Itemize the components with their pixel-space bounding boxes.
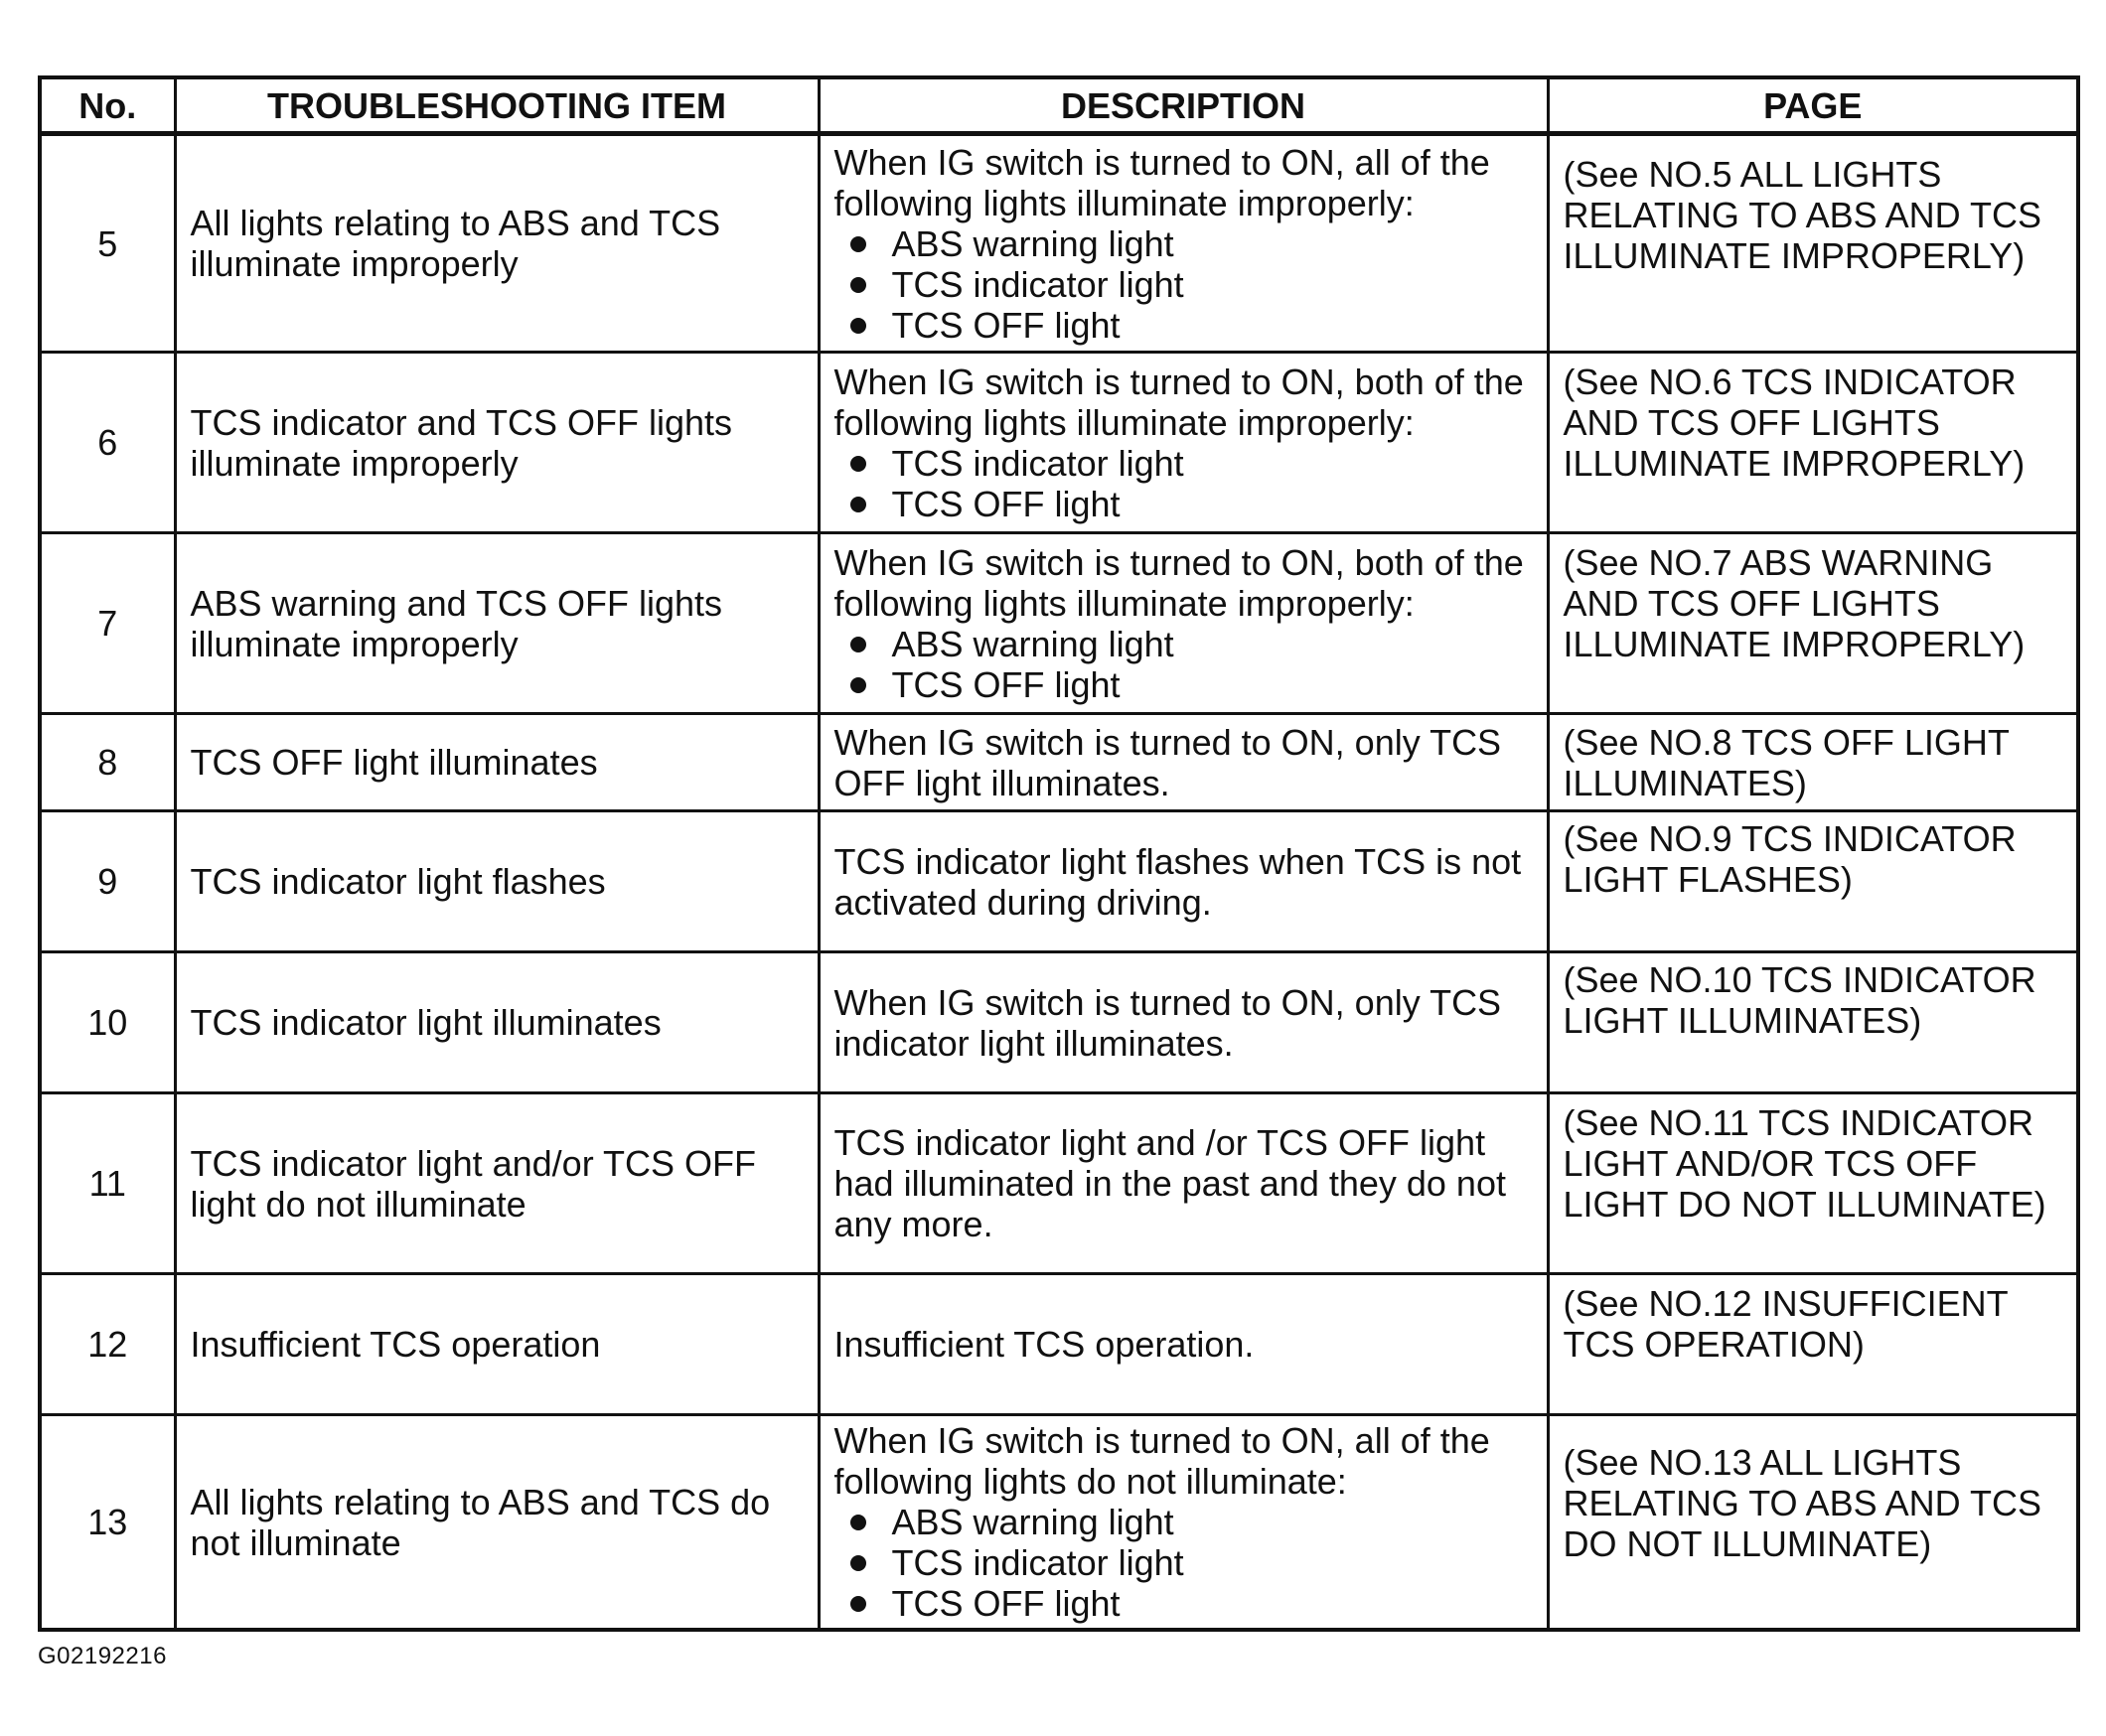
table-row: [40, 1093, 2078, 1274]
troubleshooting-item: ABS warning and TCS OFF lights illuminate improperly: [175, 533, 819, 714]
header-no: No.: [40, 77, 175, 134]
light-list: [834, 624, 1533, 705]
table-row: [40, 952, 2078, 1093]
row-number: 5: [40, 134, 175, 353]
list-item: TCS indicator light: [834, 1542, 1533, 1583]
row-number: 13: [40, 1415, 175, 1631]
table-row: [40, 1415, 2078, 1631]
page-reference: (See NO.6 TCS INDICATOR AND TCS OFF LIGHTS ILLUMINATE IMPROPERLY): [1548, 353, 2078, 533]
description-text: When IG switch is turned to ON, only TCS OFF light illuminates.: [819, 714, 1548, 811]
row-number: 9: [40, 811, 175, 952]
troubleshooting-item: TCS indicator and TCS OFF lights illuminate improperly: [175, 353, 819, 533]
description-text: When IG switch is turned to ON, only TCS indicator light illuminates.: [819, 952, 1548, 1093]
row-number: 11: [40, 1093, 175, 1274]
table-header-row: [40, 77, 2078, 134]
header-troubleshooting-item: TROUBLESHOOTING ITEM: [175, 77, 819, 134]
troubleshooting-item: Insufficient TCS operation: [175, 1274, 819, 1415]
troubleshooting-item: All lights relating to ABS and TCS illuminate improperly: [175, 134, 819, 353]
troubleshooting-item: TCS OFF light illuminates: [175, 714, 819, 811]
troubleshooting-item: TCS indicator light and/or TCS OFF light do not illuminate: [175, 1093, 819, 1274]
row-number: 7: [40, 533, 175, 714]
list-item: TCS OFF light: [834, 664, 1533, 705]
row-number: 10: [40, 952, 175, 1093]
figure-code: G02192216: [38, 1643, 167, 1669]
description-cell: [819, 533, 1548, 714]
list-item: ABS warning light: [834, 223, 1533, 264]
page-reference: (See NO.8 TCS OFF LIGHT ILLUMINATES): [1548, 714, 2078, 811]
list-item: TCS OFF light: [834, 305, 1533, 346]
description-text: When IG switch is turned to ON, both of the following lights illuminate improperly:: [833, 361, 1524, 443]
page-reference: (See NO.9 TCS INDICATOR LIGHT FLASHES): [1548, 811, 2078, 952]
table-row: [40, 811, 2078, 952]
description-text: Insufficient TCS operation.: [819, 1274, 1548, 1415]
page-reference: (See NO.10 TCS INDICATOR LIGHT ILLUMINATES): [1548, 952, 2078, 1093]
description-text: When IG switch is turned to ON, all of the following lights illuminate improperly:: [833, 141, 1490, 223]
light-list: [834, 223, 1533, 346]
row-number: 8: [40, 714, 175, 811]
header-description: DESCRIPTION: [819, 77, 1548, 134]
page-reference: (See NO.5 ALL LIGHTS RELATING TO ABS AND TCS ILLUMINATE IMPROPERLY): [1548, 134, 2078, 353]
row-number: 12: [40, 1274, 175, 1415]
list-item: ABS warning light: [834, 624, 1533, 664]
list-item: ABS warning light: [834, 1502, 1533, 1542]
description-text: When IG switch is turned to ON, all of the following lights do not illuminate:: [833, 1420, 1490, 1502]
table-row: [40, 353, 2078, 533]
page-reference: (See NO.11 TCS INDICATOR LIGHT AND/OR TCS OFF LIGHT DO NOT ILLUMINATE): [1548, 1093, 2078, 1274]
table-row: [40, 1274, 2078, 1415]
description-cell: [819, 134, 1548, 353]
description-cell: [819, 1415, 1548, 1631]
light-list: [834, 1502, 1533, 1624]
page-reference: (See NO.12 INSUFFICIENT TCS OPERATION): [1548, 1274, 2078, 1415]
list-item: TCS OFF light: [834, 484, 1533, 524]
list-item: TCS indicator light: [834, 443, 1533, 484]
table-row: [40, 134, 2078, 353]
list-item: TCS OFF light: [834, 1583, 1533, 1624]
page-reference: (See NO.13 ALL LIGHTS RELATING TO ABS AND TCS DO NOT ILLUMINATE): [1548, 1415, 2078, 1631]
light-list: [834, 443, 1533, 524]
list-item: TCS indicator light: [834, 264, 1533, 305]
description-text: When IG switch is turned to ON, both of the following lights illuminate improperly:: [833, 541, 1524, 624]
header-page: PAGE: [1548, 77, 2078, 134]
description-text: TCS indicator light and /or TCS OFF light had illuminated in the past and they do not any more.: [819, 1093, 1548, 1274]
table-row: [40, 533, 2078, 714]
row-number: 6: [40, 353, 175, 533]
troubleshooting-item: All lights relating to ABS and TCS do not illuminate: [175, 1415, 819, 1631]
description-text: TCS indicator light flashes when TCS is not activated during driving.: [819, 811, 1548, 952]
troubleshooting-item: TCS indicator light illuminates: [175, 952, 819, 1093]
description-cell: [819, 353, 1548, 533]
troubleshooting-item: TCS indicator light flashes: [175, 811, 819, 952]
troubleshooting-table: [38, 75, 2080, 1632]
page-reference: (See NO.7 ABS WARNING AND TCS OFF LIGHTS ILLUMINATE IMPROPERLY): [1548, 533, 2078, 714]
table-row: [40, 714, 2078, 811]
